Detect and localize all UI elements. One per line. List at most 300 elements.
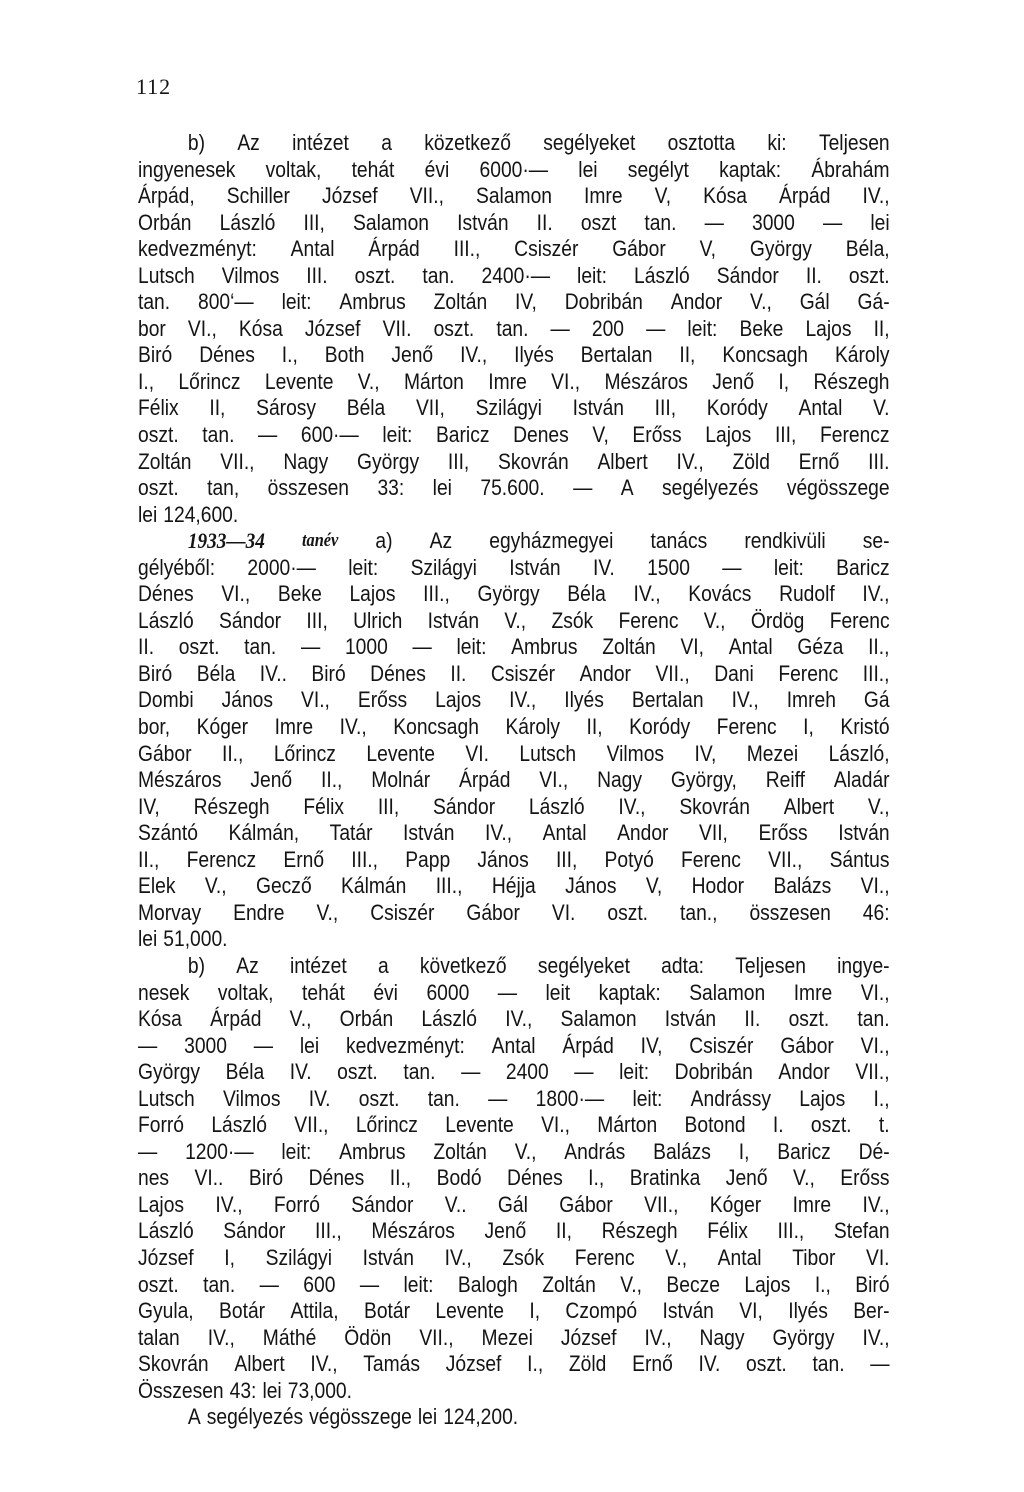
word: Biró [138, 660, 173, 686]
word: Imreh [786, 687, 836, 713]
word: Dé- [858, 1138, 890, 1164]
word: Gyula, [138, 1298, 194, 1324]
word: — [550, 315, 570, 341]
word: IV, [138, 793, 160, 819]
word: Orbán [339, 1006, 394, 1032]
word: György, [670, 767, 737, 793]
word: Sántus [829, 846, 890, 872]
word: Botond [684, 1112, 746, 1138]
word: VI., [860, 1032, 890, 1058]
word: Vilmos [221, 262, 280, 288]
word: VII., [855, 1059, 890, 1085]
word: 1500 [647, 554, 690, 580]
word: 6000 [426, 979, 470, 1005]
word: Antal [728, 634, 773, 660]
word: IV., [215, 1191, 243, 1217]
word: IV., [444, 1244, 472, 1270]
text-line [138, 1139, 890, 1166]
word: Antal [290, 236, 335, 262]
word: István [457, 209, 509, 235]
text-line [138, 130, 890, 157]
word: II., [138, 846, 160, 872]
word: III, [774, 422, 797, 448]
word: a [377, 952, 389, 978]
word: tan, [207, 475, 240, 501]
word: Salamon [560, 1006, 637, 1032]
word: II., [320, 767, 343, 793]
word: VI., [551, 368, 581, 394]
word: Ferenc [618, 607, 679, 633]
word: II. [138, 634, 155, 660]
word: Ördög [750, 607, 805, 633]
school-year-heading: 1933—34 [187, 528, 265, 554]
word: IV., [633, 581, 661, 607]
text-line [138, 528, 890, 555]
word: Levente [264, 368, 334, 394]
text-line [138, 1112, 890, 1139]
word: Félix [303, 793, 345, 819]
word: 124,200. [443, 1404, 519, 1430]
text-line [138, 502, 890, 529]
text-line [138, 369, 890, 396]
word: III. [306, 262, 328, 288]
word: Erőss [632, 422, 682, 448]
word: 51,000. [163, 926, 228, 952]
word: lei [262, 1377, 282, 1403]
word: VI.. [194, 1165, 224, 1191]
word: VI., [541, 1112, 570, 1138]
text-line [138, 900, 890, 927]
word: ki: [767, 130, 787, 155]
word: 33: [377, 475, 405, 501]
word: összesen [267, 475, 350, 501]
word: intézet [292, 130, 349, 155]
word: A [620, 475, 634, 501]
word: Dobribán [674, 1059, 753, 1085]
word: Balázs [773, 873, 832, 899]
word: oszt. [810, 1112, 852, 1138]
word: VII, [415, 395, 445, 421]
word: Szilágyi [475, 395, 542, 421]
word: István [662, 1298, 714, 1324]
word: II, [873, 315, 890, 341]
word: Ulrich [353, 607, 403, 633]
text-line [138, 820, 890, 847]
word: III., [315, 1218, 342, 1244]
word: IV, [640, 1032, 663, 1058]
word: Dénes [138, 581, 194, 607]
word: Bratinka [629, 1165, 701, 1191]
word: Lajos [138, 1191, 185, 1217]
word: Stefan [833, 1218, 890, 1244]
word: Kóger [709, 1191, 762, 1217]
word: Jenő [391, 342, 434, 368]
word: — [138, 1032, 158, 1058]
word: — [488, 1085, 508, 1111]
word: Balázs [653, 1138, 711, 1164]
text-line [138, 794, 890, 821]
word: Mészáros [371, 1218, 455, 1244]
word: Nagy [699, 1324, 745, 1350]
word: Ödön [344, 1324, 392, 1350]
word: segélyezés [662, 475, 759, 501]
word: leit: [577, 262, 608, 288]
word: Lutsch [138, 1085, 195, 1111]
word: Félix [138, 395, 179, 421]
word: Kósa [703, 183, 748, 209]
word: Ernő [632, 1351, 673, 1377]
page-number: 112 [136, 74, 172, 99]
word: 1200·— [185, 1138, 254, 1164]
word: Lajos [705, 422, 752, 448]
word: I, [738, 1138, 750, 1164]
word: Héjja [491, 873, 536, 899]
word: se- [862, 528, 890, 554]
word: István [664, 1006, 717, 1032]
text-line [138, 1325, 890, 1352]
word: Albert [234, 1351, 285, 1377]
word: Lutsch [519, 740, 577, 766]
word: oszt. [788, 1006, 830, 1032]
word: 75.600. [480, 475, 545, 501]
word: Albert [597, 448, 648, 474]
word: III., [351, 846, 378, 872]
word: Mészáros [138, 767, 222, 793]
word: József [560, 1324, 617, 1350]
word: oszt. [178, 634, 220, 660]
word: Ambrus [339, 1138, 406, 1164]
text-line [138, 157, 890, 184]
word: IV. [289, 1059, 312, 1085]
word: Antal [798, 395, 843, 421]
text-line [138, 661, 890, 688]
text-line [138, 1192, 890, 1219]
word: Albert [783, 793, 835, 819]
text-line [138, 395, 890, 422]
word: Botár [219, 1298, 266, 1324]
word: Márton [403, 368, 464, 394]
word: — [573, 475, 593, 501]
word: I, [778, 368, 790, 394]
word: III., [423, 581, 450, 607]
word: Lajos [744, 1271, 791, 1297]
word: Ábrahám [811, 156, 890, 182]
word: László, [828, 740, 890, 766]
word: V., [750, 289, 772, 315]
word: Csiszér [689, 1032, 754, 1058]
word: III., [777, 1218, 805, 1244]
word: 3000 [184, 1032, 227, 1058]
word: leit: [456, 634, 487, 660]
word: 73,000. [287, 1377, 352, 1403]
word: VII., [220, 448, 255, 474]
word: V, [699, 236, 717, 262]
word: oszt. [337, 1059, 378, 1085]
word: János [221, 687, 274, 713]
word: Részegh [601, 1218, 678, 1244]
word: IV.. [259, 660, 287, 686]
word: Jenő [250, 767, 293, 793]
word: Imre [584, 183, 623, 209]
word: Béla, [845, 236, 890, 262]
word: Zsók [502, 1244, 545, 1270]
word: Antal [491, 1032, 536, 1058]
word: 124,600. [163, 501, 239, 527]
word: Forró [273, 1191, 320, 1217]
word: Ferenc [778, 660, 839, 686]
word: Lutsch [138, 262, 195, 288]
word: Béla [567, 581, 606, 607]
word: Andor [617, 820, 669, 846]
word: Ferencz [186, 846, 257, 872]
word: 6000·— [479, 156, 549, 182]
word: segélyezés [206, 1404, 304, 1430]
word: Szilágyi [410, 554, 477, 580]
word: Zoltán [433, 1138, 487, 1164]
word: István [572, 395, 624, 421]
word: I., [873, 1085, 890, 1111]
word: egyházmegyei [489, 528, 614, 554]
word: Both [324, 342, 365, 368]
text-line [138, 873, 890, 900]
word: VI., [187, 315, 217, 341]
word: V., [204, 873, 227, 899]
word: Az [236, 952, 259, 978]
word: II. [744, 1006, 761, 1032]
word: Gál [799, 289, 830, 315]
word: Jenő [712, 368, 755, 394]
word: Rudolf [779, 581, 835, 607]
word: István [362, 1244, 414, 1270]
word: III, [654, 395, 677, 421]
word: lei [138, 926, 158, 952]
word: IV., [618, 793, 646, 819]
word: tan. [203, 1271, 236, 1297]
word: 1000 [344, 634, 388, 660]
word: Lajos [805, 315, 852, 341]
word: VI., [539, 767, 569, 793]
word: leit: [403, 1271, 434, 1297]
word: Lajos [349, 581, 396, 607]
word: IV., [207, 1324, 235, 1350]
word: Sándor [716, 262, 779, 288]
word: lei [417, 1404, 438, 1430]
text-line [138, 741, 890, 768]
word: Részegh [193, 793, 270, 819]
word: Skovrán [679, 793, 750, 819]
word: Czompó [565, 1298, 638, 1324]
word: I, [224, 1244, 235, 1270]
word: leit: [348, 554, 379, 580]
word: tan. [857, 1006, 890, 1032]
body-text [138, 130, 890, 1431]
word: oszt. [138, 422, 179, 448]
word: segélyeket [543, 130, 636, 155]
word: Árpád, [138, 183, 195, 209]
word: t. [878, 1112, 890, 1138]
word: Gál [497, 1191, 528, 1217]
word: VII., [294, 1112, 329, 1138]
word: Zoltán [433, 289, 488, 315]
word: Skovrán [498, 448, 569, 474]
word: Összesen [138, 1377, 224, 1403]
word: Vilmos [223, 1085, 281, 1111]
word: Salamon [353, 209, 430, 235]
word: VI., [860, 979, 890, 1005]
word: — [822, 209, 843, 235]
word: József [445, 1351, 502, 1377]
word: Dénes [308, 1165, 365, 1191]
word: — [412, 634, 432, 660]
word: tan. [244, 634, 277, 660]
word: — [461, 1059, 481, 1085]
word: Csiszér [370, 899, 435, 925]
word: Koncsagh [722, 342, 809, 368]
text-line [138, 1165, 890, 1192]
word: Ferencz [819, 422, 890, 448]
word: Árpád [562, 1032, 614, 1058]
word: Baricz [836, 554, 890, 580]
word: Sándor [223, 1218, 286, 1244]
text-line [138, 1006, 890, 1033]
word: III, [555, 846, 578, 872]
word: V., [867, 793, 890, 819]
word: oszt. [138, 475, 179, 501]
word: Károly [834, 342, 890, 368]
word: Vilmos [606, 740, 665, 766]
text-line [138, 1404, 890, 1431]
word: III, [303, 209, 325, 235]
word: a [381, 130, 392, 155]
word: Ilyés [788, 1298, 828, 1324]
word: Árpád [210, 1006, 262, 1032]
word: I. [772, 1112, 784, 1138]
word: Imre [792, 1191, 832, 1217]
word: Csiszér [514, 236, 579, 262]
text-line [138, 1245, 890, 1272]
word: Becze [666, 1271, 720, 1297]
word: IV., [339, 714, 367, 740]
word: leit [545, 979, 571, 1005]
word: Teljesen [818, 130, 890, 155]
text-line [138, 1218, 890, 1245]
word: — [646, 315, 666, 341]
word: Lőrincz [178, 368, 241, 394]
word: Ambrus [339, 289, 406, 315]
word: végösszege [786, 475, 890, 501]
word: Antal [542, 820, 587, 846]
word: V., [793, 1165, 815, 1191]
word: Árpád [459, 767, 511, 793]
word: leit: [281, 1138, 312, 1164]
word: IV., [731, 687, 759, 713]
word: Ernő [798, 448, 840, 474]
word: leit: [281, 289, 312, 315]
word: Sándor [351, 1191, 414, 1217]
word: Mezei [481, 1324, 533, 1350]
word: — [704, 209, 724, 235]
word: Ferenc [680, 846, 741, 872]
word: Árpád [779, 183, 831, 209]
word: Imre [488, 368, 527, 394]
word: lei [432, 475, 452, 501]
word: Elek [138, 873, 176, 899]
word: László [138, 1218, 194, 1244]
word: VI, [739, 1298, 763, 1324]
word: 3000 [751, 209, 795, 235]
word: Erőss [840, 1165, 890, 1191]
word: bor, [138, 714, 171, 740]
word: Gábor [559, 1191, 613, 1217]
word: V, [654, 183, 672, 209]
word: Baricz [435, 422, 490, 448]
word: Denes [513, 422, 569, 448]
text-line [138, 714, 890, 741]
word: Skovrán [138, 1351, 209, 1377]
word: tan. [403, 1059, 436, 1085]
word: b) [187, 130, 206, 155]
word: oszt. [433, 315, 475, 341]
word: VII. [382, 315, 412, 341]
word: tan. [138, 289, 171, 315]
word: 43: [229, 1377, 257, 1403]
text-line [138, 1298, 890, 1325]
word: II, [679, 342, 696, 368]
word: Ber- [853, 1298, 890, 1324]
word: — [253, 1032, 274, 1058]
word: II. [536, 209, 553, 235]
word: III., [435, 873, 463, 899]
word: Teljesen [735, 952, 806, 978]
word: Jenő [725, 1165, 768, 1191]
text-line [138, 1272, 890, 1299]
word: Imre [274, 714, 314, 740]
word: Antal [717, 1244, 762, 1270]
word: VI., [221, 581, 251, 607]
word: IV., [509, 687, 537, 713]
word: nes [138, 1165, 170, 1191]
text-line [138, 316, 890, 343]
word: Kósa [138, 1006, 182, 1032]
word: Márton [597, 1112, 658, 1138]
text-line [138, 449, 890, 476]
word: Kristó [840, 714, 890, 740]
word: Nagy [597, 767, 643, 793]
word: György [357, 448, 420, 474]
text-line [138, 183, 890, 210]
word: következő [419, 952, 507, 978]
word: II. [450, 660, 467, 686]
word: b) [187, 952, 206, 978]
word: V., [514, 1138, 537, 1164]
word: 2400 [505, 1059, 549, 1085]
word: Dénes [370, 660, 426, 686]
word: rendkivüli [744, 528, 826, 554]
word: IV, [694, 740, 717, 766]
word: Károly [505, 714, 561, 740]
text-line [138, 289, 890, 316]
word: VII., [419, 1324, 454, 1350]
word: Beke [739, 315, 784, 341]
word: — [300, 634, 321, 660]
word: Andor [579, 660, 631, 686]
word: V., [665, 1244, 688, 1270]
word: oszt. [138, 1271, 179, 1297]
word: István [509, 554, 561, 580]
word: évi [373, 979, 398, 1005]
word: Lajos [799, 1085, 846, 1111]
word: V., [703, 607, 726, 633]
